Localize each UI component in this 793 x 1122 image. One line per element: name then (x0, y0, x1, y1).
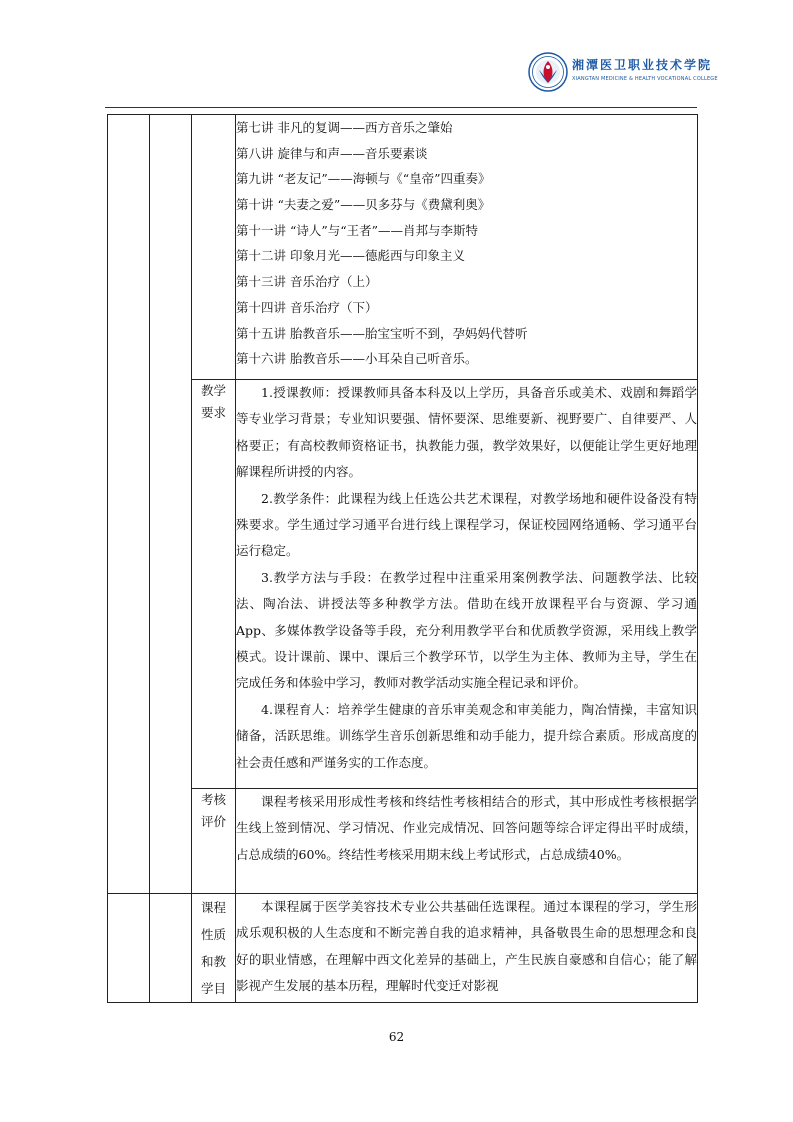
requirement-paragraph: 1.授课教师：授课教师具备本科及以上学历，具备音乐或美术、戏剧和舞蹈学等专业学习背景；专业知识要强、情怀要深、思维要新、视野要广、自律要严、人格要正；有高校教师资格证书，执教能力强，教学效果好，以便能让学生更好地理解课程所讲授的内容。 (236, 385, 697, 480)
course-nature-content (236, 894, 698, 1003)
list-item: 第十二讲 印象月光——德彪西与印象主义 (236, 248, 465, 264)
table-row (108, 894, 698, 1003)
school-name-english: XIANGTAN MEDICINE & HEALTH VOCATIONAL COLLEGE (572, 76, 718, 82)
list-item: 第八讲 旋律与和声——音乐要素谈 (236, 145, 428, 161)
assessment-label: 考核 评价 (192, 789, 236, 894)
assessment-content (236, 789, 698, 894)
blank-cell-col2 (150, 894, 192, 1003)
list-item: 第十三讲 音乐治疗（上） (236, 274, 378, 290)
list-item: 第十五讲 胎教音乐——胎宝宝听不到，孕妈妈代替听 (236, 325, 528, 341)
course-nature-label: 课程 性质 和教 学目 (192, 894, 236, 1003)
teaching-requirements-content (236, 380, 698, 789)
blank-cell-col2 (150, 115, 192, 894)
table-row (108, 789, 698, 894)
requirement-paragraph: 3.教学方法与手段：在教学过程中注重采用案例教学法、问题教学法、比较法、陶冶法、讲授法等多种教学方法。借助在线开放课程平台与资源、学习通App、多媒体教学设备等手段，充分利用教学平台和优质教学资源，采用线上教学模式。设计课前、课中、课后三个教学环节，以学生为主体、教师为主导，学生在完成任务和体验中学习，教师对教学活动实施全程记录和评价。 (236, 569, 697, 691)
list-item: 第七讲 非凡的复调——西方音乐之肇始 (236, 120, 453, 135)
requirement-paragraph: 4.课程育人：培养学生健康的音乐审美观念和审美能力，陶冶情操，丰富知识储备，活跃思维。训练学生音乐创新思维和动手能力，提升综合素质。形成高度的社会责任感和严谨务实的工作态度。 (236, 701, 697, 770)
page-number: 62 (388, 1030, 405, 1044)
blank-label-cell (192, 115, 236, 380)
school-logo-icon (528, 52, 568, 92)
lecture-list (236, 115, 698, 380)
course-nature-paragraph: 本课程属于医学美容技术专业公共基础任选课程。通过本课程的学习，学生形成乐观积极的人生态度和不断完善自我的追求精神，具备敬畏生命的思想理念和良好的职业情感，在理解中西文化差异的基础上，产生民族自豪感和自信心；能了解影视产生发展的基本历程，理解时代变迁对影视 (236, 899, 697, 994)
syllabus-table (107, 114, 698, 1003)
table-row (108, 380, 698, 789)
assessment-paragraph: 课程考核采用形成性考核和终结性考核相结合的形式，其中形成性考核根据学生线上签到情况、学习情况、作业完成情况、回答问题等综合评定得出平时成绩，占总成绩的60%。终结性考核采用期末线上考试形式，占总成绩40%。 (236, 794, 697, 862)
header-divider (105, 107, 697, 108)
list-item: 第十讲 “夫妻之爱”——贝多芬与《费黛利奥》 (236, 197, 491, 213)
blank-cell-col1 (108, 894, 150, 1003)
list-item: 第十一讲 “诗人”与“王者”——肖邦与李斯特 (236, 222, 479, 238)
list-item: 第十四讲 音乐治疗（下） (236, 299, 378, 315)
requirement-paragraph: 2.教学条件：此课程为线上任选公共艺术课程，对教学场地和硬件设备没有特殊要求。学生通过学习通平台进行线上课程学习，保证校园网络通畅、学习通平台运行稳定。 (236, 490, 697, 559)
list-item: 第九讲 “老友记”——海顿与《“皇帝”四重奏》 (236, 171, 491, 187)
list-item: 第十六讲 胎教音乐——小耳朵自己听音乐。 (236, 351, 478, 367)
school-name: 湘潭医卫职业技术学院 (572, 58, 713, 72)
teaching-requirements-label: 教学 要求 (192, 380, 236, 789)
table-row (108, 115, 698, 380)
blank-cell-col1 (108, 115, 150, 894)
